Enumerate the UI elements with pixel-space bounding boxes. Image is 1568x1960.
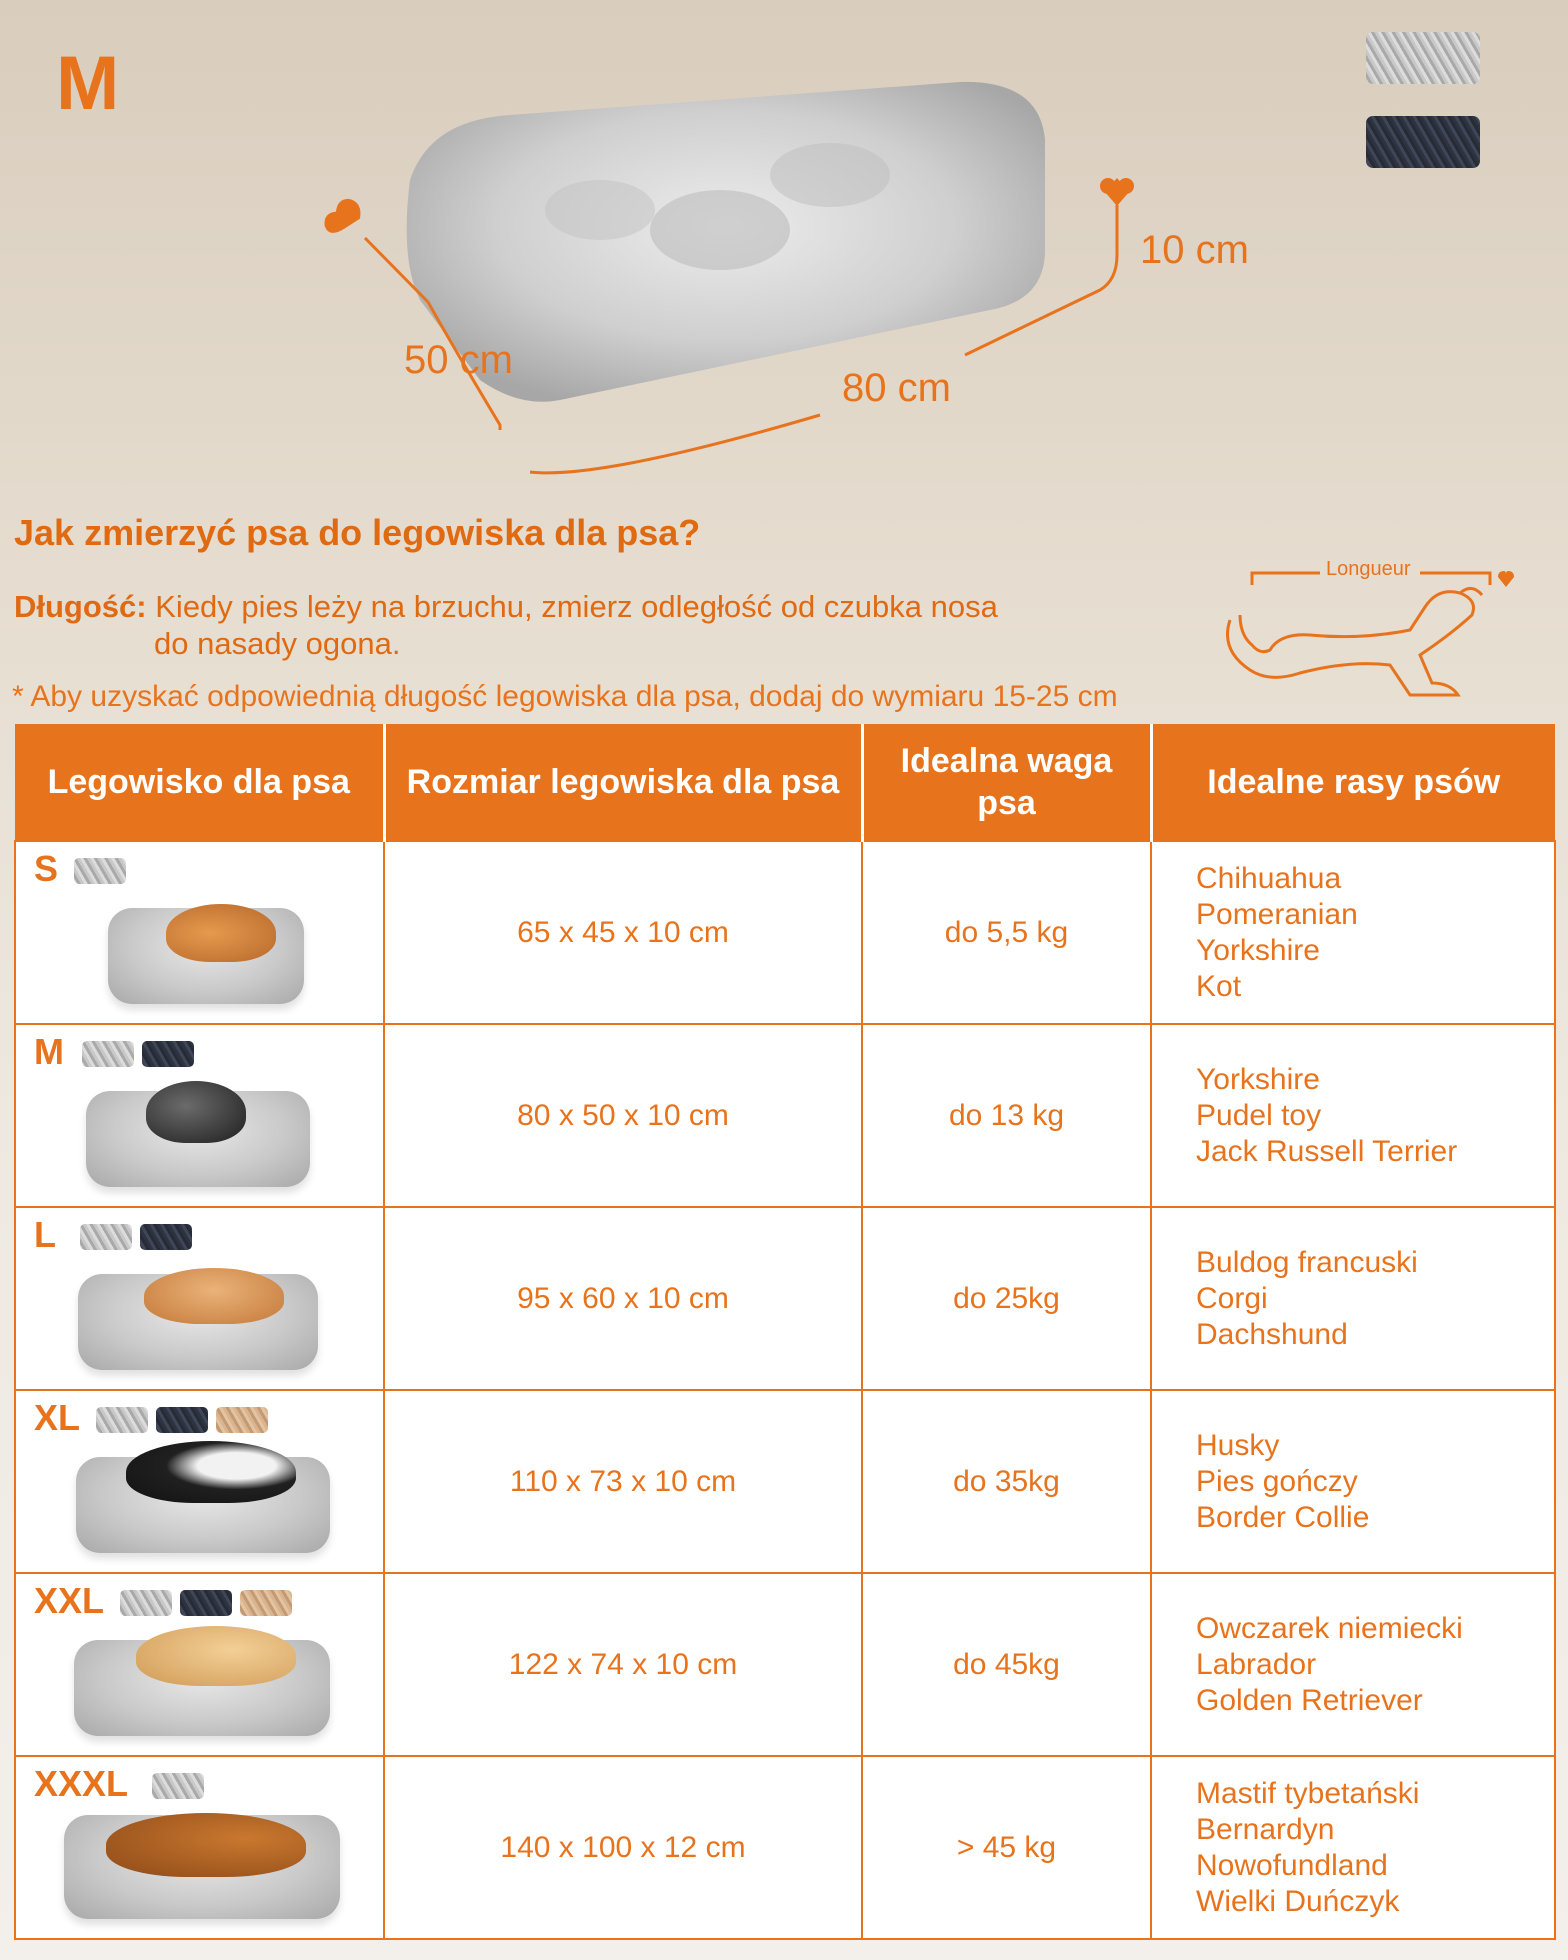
guide-length-line-1: Kiedy pies leży na brzuchu, zmierz odległość od czubka nosa bbox=[155, 589, 998, 624]
breed-item: Pomeranian bbox=[1196, 897, 1358, 931]
table-row bbox=[15, 1756, 1555, 1939]
table-row bbox=[15, 1207, 1555, 1390]
breed-item: Golden Retriever bbox=[1196, 1683, 1423, 1717]
guide-note: * Aby uzyskać odpowiednią długość legowiska dla psa, dodaj do wymiaru 15-25 cm bbox=[12, 680, 1118, 713]
weight-cell: do 5,5 kg bbox=[862, 841, 1151, 1024]
row-size-label: XXXL bbox=[34, 1763, 129, 1804]
size-cell: 122 x 74 x 10 cm bbox=[384, 1573, 862, 1756]
dog-image bbox=[166, 904, 276, 962]
dimension-width: 80 cm bbox=[842, 366, 951, 410]
swatch-navy[interactable] bbox=[140, 1224, 192, 1250]
dog-measure-illustration bbox=[1210, 555, 1520, 715]
guide-length-label: Długość: bbox=[14, 589, 147, 624]
header-bed: Legowisko dla psa bbox=[15, 724, 384, 841]
guide-title: Jak zmierzyć psa do legowiska dla psa? bbox=[14, 512, 701, 553]
breed-item: Bernardyn bbox=[1196, 1812, 1335, 1846]
breed-item: Pies gończy bbox=[1196, 1464, 1358, 1498]
breed-item: Corgi bbox=[1196, 1281, 1268, 1315]
weight-cell: do 45kg bbox=[862, 1573, 1151, 1756]
row-swatches bbox=[152, 1773, 204, 1799]
dog-image bbox=[146, 1081, 246, 1143]
swatch-grey[interactable] bbox=[96, 1407, 148, 1433]
dog-image bbox=[136, 1626, 296, 1686]
swatch-tan[interactable] bbox=[240, 1590, 292, 1616]
row-size-label: M bbox=[34, 1031, 64, 1072]
size-cell: 95 x 60 x 10 cm bbox=[384, 1207, 862, 1390]
product-cell bbox=[15, 1756, 384, 1939]
table-row bbox=[15, 1390, 1555, 1573]
breed-item: Kot bbox=[1196, 969, 1242, 1003]
breed-item: Jack Russell Terrier bbox=[1196, 1134, 1458, 1168]
size-cell: 80 x 50 x 10 cm bbox=[384, 1024, 862, 1207]
guide-length-text bbox=[14, 588, 998, 662]
swatch-navy[interactable] bbox=[142, 1041, 194, 1067]
product-cell bbox=[15, 1207, 384, 1390]
table-header-row bbox=[15, 724, 1555, 841]
product-cell bbox=[15, 1024, 384, 1207]
dimension-depth: 50 cm bbox=[404, 338, 513, 382]
breed-item: Chihuahua bbox=[1196, 861, 1342, 895]
weight-cell: do 13 kg bbox=[862, 1024, 1151, 1207]
breeds-cell bbox=[1151, 1390, 1555, 1573]
row-size-label: XL bbox=[34, 1397, 81, 1438]
swatch-grey[interactable] bbox=[82, 1041, 134, 1067]
breed-item: Yorkshire bbox=[1196, 933, 1320, 967]
hero-bed-illustration bbox=[0, 0, 1568, 500]
header-breeds: Idealne rasy psów bbox=[1151, 724, 1555, 841]
row-size-label: XXL bbox=[34, 1580, 105, 1621]
breed-item: Dachshund bbox=[1196, 1317, 1348, 1351]
breed-item: Mastif tybetański bbox=[1196, 1776, 1420, 1810]
breeds-cell bbox=[1151, 1024, 1555, 1207]
swatch-grey[interactable] bbox=[120, 1590, 172, 1616]
row-swatches bbox=[82, 1041, 194, 1067]
dog-image bbox=[126, 1441, 296, 1503]
swatch-grey[interactable] bbox=[80, 1224, 132, 1250]
header-size: Rozmiar legowiska dla psa bbox=[384, 724, 862, 841]
breed-item: Husky bbox=[1196, 1428, 1280, 1462]
header-weight: Idealna waga psa bbox=[862, 724, 1151, 841]
breeds-cell bbox=[1151, 1207, 1555, 1390]
longueur-label: Longueur bbox=[1326, 558, 1411, 580]
dimension-height: 10 cm bbox=[1140, 228, 1249, 272]
row-swatches bbox=[120, 1590, 292, 1616]
breed-item: Wielki Duńczyk bbox=[1196, 1884, 1400, 1918]
breed-item: Owczarek niemiecki bbox=[1196, 1611, 1463, 1645]
guide-length-line-2: do nasady ogona. bbox=[154, 626, 401, 661]
product-cell bbox=[15, 1390, 384, 1573]
product-cell bbox=[15, 841, 384, 1024]
row-swatches bbox=[96, 1407, 268, 1433]
breeds-cell bbox=[1151, 1573, 1555, 1756]
row-size-label: L bbox=[34, 1214, 56, 1255]
table-row bbox=[15, 841, 1555, 1024]
swatch-tan[interactable] bbox=[216, 1407, 268, 1433]
row-size-label: S bbox=[34, 848, 59, 889]
breed-item: Buldog francuski bbox=[1196, 1245, 1418, 1279]
breed-item: Labrador bbox=[1196, 1647, 1317, 1681]
size-cell: 65 x 45 x 10 cm bbox=[384, 841, 862, 1024]
hero-size-label: M bbox=[56, 41, 120, 126]
breeds-cell bbox=[1151, 841, 1555, 1024]
swatch-grey[interactable] bbox=[74, 858, 126, 884]
row-swatches bbox=[74, 858, 126, 884]
breed-item: Yorkshire bbox=[1196, 1062, 1320, 1096]
breed-item: Nowofundland bbox=[1196, 1848, 1388, 1882]
size-table bbox=[14, 724, 1556, 1940]
row-swatches bbox=[80, 1224, 192, 1250]
weight-cell: do 25kg bbox=[862, 1207, 1151, 1390]
breed-item: Pudel toy bbox=[1196, 1098, 1322, 1132]
size-cell: 140 x 100 x 12 cm bbox=[384, 1756, 862, 1939]
swatch-navy[interactable] bbox=[156, 1407, 208, 1433]
table-row bbox=[15, 1024, 1555, 1207]
weight-cell: > 45 kg bbox=[862, 1756, 1151, 1939]
swatch-grey[interactable] bbox=[152, 1773, 204, 1799]
breeds-cell bbox=[1151, 1756, 1555, 1939]
breed-item: Border Collie bbox=[1196, 1500, 1370, 1534]
weight-cell: do 35kg bbox=[862, 1390, 1151, 1573]
table-row bbox=[15, 1573, 1555, 1756]
dog-image bbox=[144, 1268, 284, 1324]
size-cell: 110 x 73 x 10 cm bbox=[384, 1390, 862, 1573]
swatch-navy[interactable] bbox=[180, 1590, 232, 1616]
dog-image bbox=[106, 1813, 306, 1877]
product-cell bbox=[15, 1573, 384, 1756]
